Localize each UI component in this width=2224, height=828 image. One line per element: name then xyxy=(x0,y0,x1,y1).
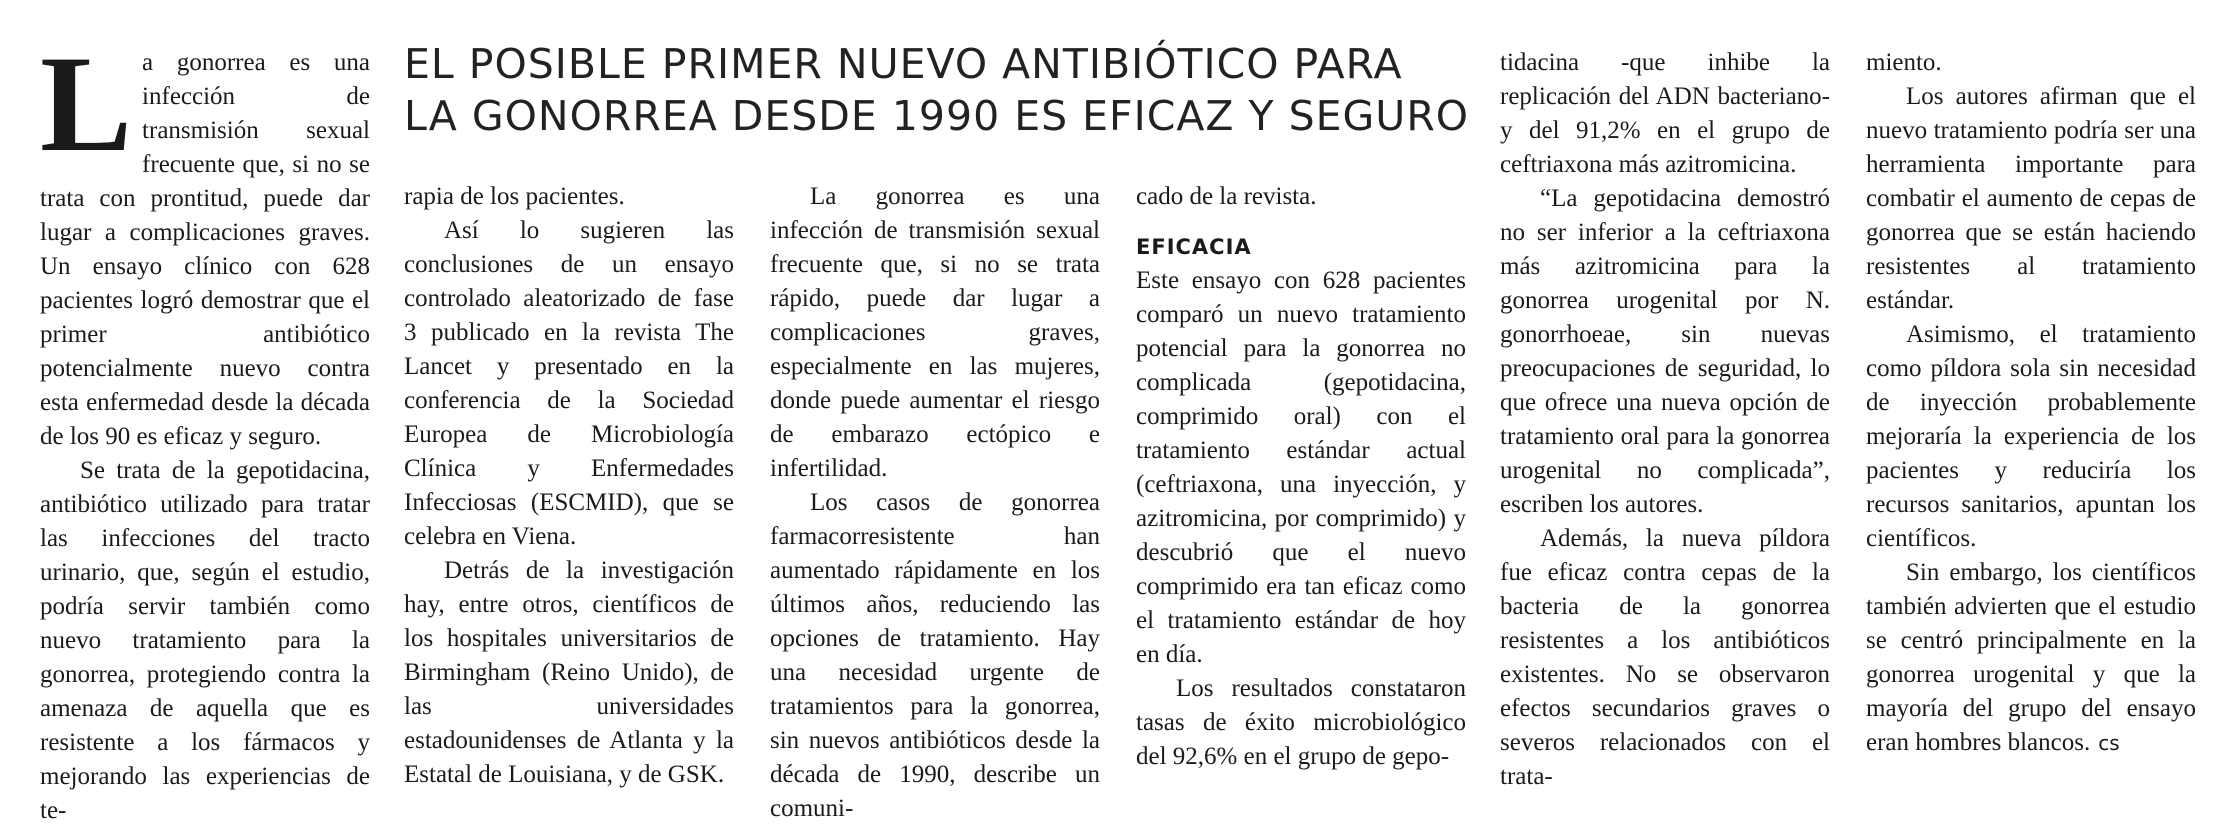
lead-paragraph xyxy=(40,27,370,454)
paragraph: Se trata de la gepotidacina, antibiótico utilizado para tratar las infecciones del tracto urinario, que, según el estudio, podría servir también como nuevo tratamiento para la gonorrea, protegiendo contra la amenaza de aquella que es resistente a los fármacos y mejorando las experiencias de te- xyxy=(40,457,370,824)
paragraph: tidacina -que inhibe la replicación del ADN bacteriano- y del 91,2% en el grupo de ceftriaxona más azitromicina. xyxy=(1500,49,1830,178)
paragraph: Así lo sugieren las conclusiones de un ensayo controlado aleatorizado de fase 3 publicado en la revista The Lancet y presentado en la conferencia de la Sociedad Europea de Microbiología Clínica y Enfermedades Infecciosas (ESCMID), que se celebra en Viena. xyxy=(404,217,734,550)
paragraph: Además, la nueva píldora fue eficaz contra cepas de la bacteria de la gonorrea resistentes a los antibióticos existentes. No se observaron efectos secundarios graves o severos relacionados con el trata- xyxy=(1500,525,1830,790)
paragraph: Los resultados constataron tasas de éxito microbiológico del 92,6% en el grupo de gepo- xyxy=(1136,675,1466,770)
column-5 xyxy=(1500,46,1830,794)
column-3 xyxy=(770,180,1100,826)
final-paragraph-text: Sin embargo, los científicos también advierten que el estudio se centró principalmente en la gonorrea urogenital y que la mayoría del grupo del ensayo eran hombres blancos. xyxy=(1866,559,2196,756)
column-4 xyxy=(1136,180,1466,774)
paragraph: cado de la revista. xyxy=(1136,183,1317,210)
paragraph: La gonorrea es una infección de transmisión sexual frecuente que, si no se trata rápido, puede dar lugar a complicaciones graves, especialmente en las mujeres, donde puede aumentar el riesgo de embarazo ectópico e infertilidad. xyxy=(770,183,1100,482)
paragraph: Este ensayo con 628 pacientes comparó un nuevo tratamiento potencial para la gonorrea no complicada (gepotidacina, comprimido oral) con el tratamiento estándar actual (ceftriaxona, una inyección, y azitromicina, por comprimido) y descubrió que el nuevo comprimido era tan eficaz como el tratamiento estándar de hoy en día. xyxy=(1136,267,1466,668)
drop-cap: L xyxy=(40,27,133,180)
section-subhead: EFICACIA xyxy=(1136,235,1252,259)
column-2 xyxy=(404,180,734,792)
paragraph: Los casos de gonorrea farmacorresistente han aumentado rápidamente en los últimos años, reduciendo las opciones de tratamiento. Hay una necesidad urgente de tratamientos para la gonorrea, sin nuevos antibióticos desde la década de 1990, describe un comuni- xyxy=(770,489,1100,822)
lead-text: a gonorrea es una infección de transmisión sexual frecuente que, si no se trata con prontitud, puede dar lugar a complicaciones graves. Un ensayo clínico con 628 pacientes logró demostrar que el primer antibiótico potencialmente nuevo contra esta enfermedad desde la década de los 90 es eficaz y seguro. xyxy=(40,49,370,450)
paragraph: Asimismo, el tratamiento como píldora sola sin necesidad de inyección probablemente mejoraría la experiencia de los pacientes y reduciría los recursos sanitarios, apuntan los científicos. xyxy=(1866,321,2196,552)
paragraph xyxy=(1866,556,2196,760)
end-mark-icon: cs xyxy=(2098,731,2120,755)
paragraph: Detrás de la investigación hay, entre otros, científicos de los hospitales universitarios de Birmingham (Reino Unido), de las universidades estadounidenses de Atlanta y la Estatal de Louisiana, y de GSK. xyxy=(404,557,734,788)
headline xyxy=(404,38,1470,142)
column-1 xyxy=(40,27,370,828)
headline-line-2: LA GONORREA DESDE 1990 ES EFICAZ Y SEGURO xyxy=(404,92,1470,140)
headline-line-1: EL POSIBLE PRIMER NUEVO ANTIBIÓTICO PARA xyxy=(404,40,1403,88)
paragraph: miento. xyxy=(1866,49,1942,76)
paragraph: Los autores afirman que el nuevo tratamiento podría ser una herramienta importante para combatir el aumento de cepas de gonorrea que se están haciendo resistentes al tratamiento estándar. xyxy=(1866,83,2196,314)
column-6 xyxy=(1866,46,2196,760)
paragraph: “La gepotidacina demostró no ser inferior a la ceftriaxona más azitromicina para la gonorrea urogenital por N. gonorrhoeae, sin nuevas preocupaciones de seguridad, lo que ofrece una nueva opción de tratamiento oral para la gonorrea urogenital no complicada”, escriben los autores. xyxy=(1500,185,1830,518)
paragraph: rapia de los pacientes. xyxy=(404,183,625,210)
